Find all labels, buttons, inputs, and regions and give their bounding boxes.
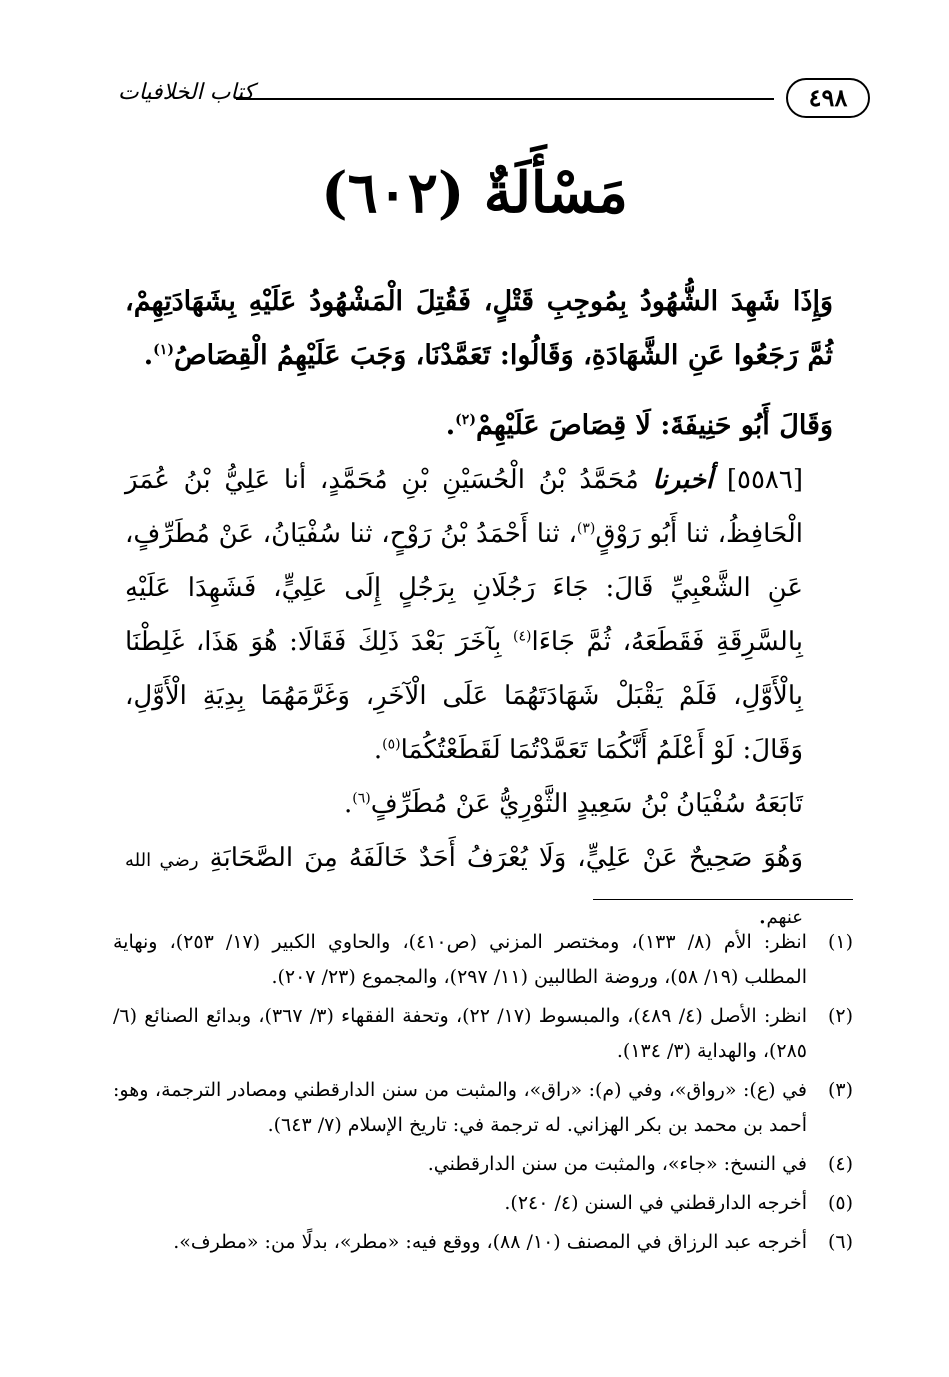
footnotes xyxy=(113,925,853,1264)
footnote-number: (٥) xyxy=(827,1192,853,1214)
footnote xyxy=(113,1186,853,1221)
header-rule xyxy=(236,98,774,100)
hadith-end: . xyxy=(373,735,383,765)
footnote-number: (٤) xyxy=(827,1153,853,1175)
footnote xyxy=(113,925,853,995)
hadith-text-3: بِآخَرَ بَعْدَ ذَلِكَ فَقَالَا: هُوَ هَذَا، غَلِطْنَا بِالْأَوَّلِ، فَلَمْ يَقْبَلْ شَهَادَتَهُمَا عَلَى الْآخَرِ، وَغَرَّمَهُمَا بِدِيَةِ الْأَوَّلِ، وَقَالَ: لَوْ أَعْلَمُ أَنَّكُمَا تَعَمَّدْتُمَا لَقَطَعْتُكُمَا xyxy=(125,627,803,765)
honorific-symbol: رضي الله عنهم xyxy=(125,850,803,928)
question-end: . xyxy=(143,340,154,371)
main-text xyxy=(125,275,833,945)
footnote-ref-1[interactable]: (١) xyxy=(153,342,174,358)
question-text: وَإِذَا شَهِدَ الشُّهُودُ بِمُوجِبِ قَتْلٍ، فَقُتِلَ الْمَشْهُودُ عَلَيْهِ بِشَهَادَتِهِمْ، ثُمَّ رَجَعُوا عَنِ الشَّهَادَةِ، وَقَالُوا: تَعَمَّدْنَا، وَجَبَ عَلَيْهِمُ الْقِصَاصُ xyxy=(125,286,833,371)
footnote-number: (١) xyxy=(827,931,853,953)
footnote-text: انظر: الأصل (٤/ ٤٨٩)، والمبسوط (١٧/ ٢٢)، وتحفة الفقهاء (٣/ ٣٦٧)، وبدائع الصنائع (٦/ ٢٨٥)، والهداية (٣/ ١٣٤). xyxy=(113,1005,807,1062)
conclusion-text: وَهُوَ صَحِيحٌ عَنْ عَلِيٍّ، وَلَا يُعْرَفُ أَحَدٌ خَالَفَهُ مِنَ الصَّحَابَةِ xyxy=(209,843,804,873)
footnote-ref-5[interactable]: (٥) xyxy=(382,736,401,753)
footnote-ref-4[interactable]: (٤) xyxy=(513,628,532,645)
hadith-text-1: مُحَمَّدُ بْنُ الْحُسَيْنِ بْنِ مُحَمَّدٍ، أنا عَلِيُّ بْنُ عُمَرَ الْحَافِظُ، ثنا أَبُو رَوْقٍ xyxy=(125,465,804,549)
page-header xyxy=(118,78,870,122)
footnote-number: (٢) xyxy=(827,1005,853,1027)
mutaba-end: . xyxy=(343,789,353,819)
footnote-separator xyxy=(593,899,853,900)
footnote-ref-2[interactable]: (٢) xyxy=(455,412,476,428)
hadith-number: [٥٥٨٦] xyxy=(726,465,804,495)
footnote xyxy=(113,1225,853,1260)
footnote-text: أخرجه الدارقطني في السنن (٤/ ٢٤٠). xyxy=(504,1192,807,1214)
footnote-number: (٦) xyxy=(827,1231,853,1253)
footnote-text: أخرجه عبد الرزاق في المصنف (١٠/ ٨٨)، ووقع فيه: «مطر»، بدلًا من: «مطرف». xyxy=(173,1231,807,1253)
mutaba-text: تَابَعَهُ سُفْيَانُ بْنُ سَعِيدٍ الثَّوْرِيُّ عَنْ مُطَرِّفٍ xyxy=(370,789,803,819)
question-paragraph xyxy=(125,275,833,383)
book-title: كتاب الخلافيات xyxy=(118,80,255,105)
footnote-ref-3[interactable]: (٣) xyxy=(576,520,596,537)
footnote-text: في (ع): «رواق»، وفي (م): «راق»، والمثبت من سنن الدارقطني ومصادر الترجمة، وهو: أحمد بن محمد بن بكر الهزاني. له ترجمة في: تاريخ الإسلام (٧/ ٦٤٣). xyxy=(113,1079,807,1136)
issue-title: مَسْأَلَةٌ (٦٠٢) xyxy=(321,160,628,226)
footnote xyxy=(113,1073,853,1143)
hadith-paragraph xyxy=(125,453,833,777)
abu-hanifa-end: . xyxy=(445,410,456,441)
mutaba-paragraph xyxy=(125,777,833,831)
footnote-text: انظر: الأم (٨/ ١٣٣)، ومختصر المزني (ص٤١٠)، والحاوي الكبير (١٧/ ٢٥٣)، ونهاية المطلب (١٩/ ٥٨)، وروضة الطالبين (١١/ ٢٩٧)، والمجموع (٢٣/ ٢٠٧). xyxy=(113,931,807,988)
footnote-ref-6[interactable]: (٦) xyxy=(352,790,371,807)
page-number: ٤٩٨ xyxy=(786,78,870,118)
footnote xyxy=(113,1147,853,1182)
abu-hanifa-paragraph xyxy=(125,399,833,453)
footnote-text: في النسخ: «جاء»، والمثبت من سنن الدارقطني. xyxy=(427,1153,807,1175)
abu-hanifa-text: وَقَالَ أَبُو حَنِيفَةَ: لَا قِصَاصَ عَلَيْهِمْ xyxy=(475,410,833,441)
conclusion-end: . xyxy=(758,900,767,930)
footnote-number: (٣) xyxy=(827,1079,853,1101)
narration-word: أخبرنا xyxy=(652,465,714,495)
hadith-text-2: ، ثنا أَحْمَدُ بْنُ رَوْحٍ، ثنا سُفْيَانُ، عَنْ مُطَرِّفٍ، عَنِ الشَّعْبِيِّ قَالَ: جَاءَ رَجُلَانِ بِرَجُلٍ إِلَى عَلِيٍّ، فَشَهِدَا عَلَيْهِ بِالسَّرِقَةِ فَقَطَعَهُ، ثُمَّ جَاءَا xyxy=(125,519,803,657)
footnote xyxy=(113,999,853,1069)
